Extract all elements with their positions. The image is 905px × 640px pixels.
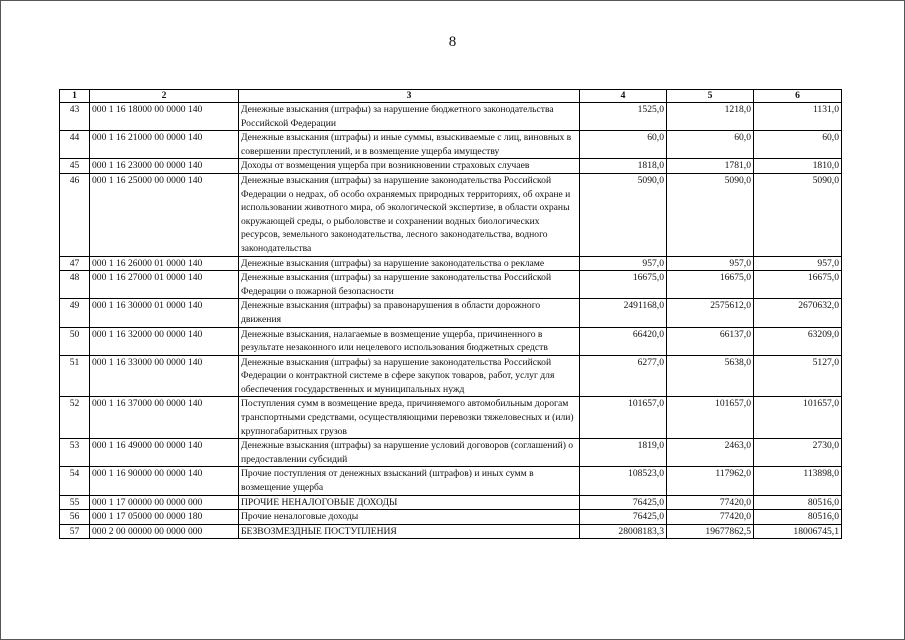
value-col-6-cell: 101657,0 xyxy=(754,397,842,439)
value-col-4-cell: 76425,0 xyxy=(580,510,667,525)
value-col-4-cell: 66420,0 xyxy=(580,327,667,355)
budget-code-cell: 000 1 17 00000 00 0000 000 xyxy=(90,495,239,510)
value-col-5-cell: 5090,0 xyxy=(667,173,754,256)
header-col-5: 5 xyxy=(667,90,754,103)
row-number-cell: 50 xyxy=(60,327,90,355)
budget-code-cell: 000 1 16 21000 00 0000 140 xyxy=(90,131,239,159)
value-col-6-cell: 18006745,1 xyxy=(754,524,842,539)
table-row xyxy=(60,159,842,174)
value-col-4-cell: 1525,0 xyxy=(580,103,667,131)
budget-code-cell: 000 1 16 90000 00 0000 140 xyxy=(90,467,239,495)
value-col-5-cell: 2463,0 xyxy=(667,439,754,467)
row-number-cell: 57 xyxy=(60,524,90,539)
header-col-3: 3 xyxy=(239,90,580,103)
value-col-6-cell: 1131,0 xyxy=(754,103,842,131)
value-col-4-cell: 28008183,3 xyxy=(580,524,667,539)
value-col-5-cell: 101657,0 xyxy=(667,397,754,439)
row-number-cell: 45 xyxy=(60,159,90,174)
revenue-name-cell: БЕЗВОЗМЕЗДНЫЕ ПОСТУПЛЕНИЯ xyxy=(239,524,580,539)
value-col-6-cell: 5127,0 xyxy=(754,355,842,397)
value-col-5-cell: 5638,0 xyxy=(667,355,754,397)
value-col-6-cell: 60,0 xyxy=(754,131,842,159)
value-col-6-cell: 63209,0 xyxy=(754,327,842,355)
value-col-5-cell: 1781,0 xyxy=(667,159,754,174)
revenue-name-cell: ПРОЧИЕ НЕНАЛОГОВЫЕ ДОХОДЫ xyxy=(239,495,580,510)
table-row xyxy=(60,173,842,256)
value-col-5-cell: 77420,0 xyxy=(667,495,754,510)
table-row xyxy=(60,510,842,525)
budget-code-cell: 000 1 17 05000 00 0000 180 xyxy=(90,510,239,525)
value-col-5-cell: 117962,0 xyxy=(667,467,754,495)
value-col-5-cell: 19677862,5 xyxy=(667,524,754,539)
value-col-6-cell: 80516,0 xyxy=(754,495,842,510)
revenue-name-cell: Денежные взыскания (штрафы) за правонарушения в области дорожного движения xyxy=(239,299,580,327)
value-col-6-cell: 16675,0 xyxy=(754,271,842,299)
revenue-name-cell: Денежные взыскания (штрафы) за нарушение законодательства Российской Федерации о недрах, об особо охраняемых природных территориях, об охране и использовании животного мира, об экологической экспертизе, в области охраны окружающей среды, о рыболовстве и сохранении водных биологических ресурсов, земельного законодательства, лесного законодательства, водного законодательства xyxy=(239,173,580,256)
budget-code-cell: 000 1 16 30000 01 0000 140 xyxy=(90,299,239,327)
value-col-4-cell: 108523,0 xyxy=(580,467,667,495)
value-col-4-cell: 101657,0 xyxy=(580,397,667,439)
value-col-4-cell: 5090,0 xyxy=(580,173,667,256)
budget-code-cell: 000 1 16 37000 00 0000 140 xyxy=(90,397,239,439)
revenue-name-cell: Денежные взыскания, налагаемые в возмещение ущерба, причиненного в результате незаконного или нецелевого использования бюджетных средств xyxy=(239,327,580,355)
budget-code-cell: 000 1 16 26000 01 0000 140 xyxy=(90,256,239,271)
value-col-5-cell: 1218,0 xyxy=(667,103,754,131)
value-col-4-cell: 76425,0 xyxy=(580,495,667,510)
page-number: 8 xyxy=(448,34,457,50)
header-col-1: 1 xyxy=(60,90,90,103)
row-number-cell: 44 xyxy=(60,131,90,159)
budget-code-cell: 000 1 16 18000 00 0000 140 xyxy=(90,103,239,131)
value-col-6-cell: 113898,0 xyxy=(754,467,842,495)
row-number-cell: 51 xyxy=(60,355,90,397)
table-row xyxy=(60,524,842,539)
value-col-6-cell: 5090,0 xyxy=(754,173,842,256)
table-row xyxy=(60,103,842,131)
revenue-name-cell: Денежные взыскания (штрафы) за нарушение законодательства о рекламе xyxy=(239,256,580,271)
budget-code-cell: 000 1 16 49000 00 0000 140 xyxy=(90,439,239,467)
revenue-name-cell: Прочие поступления от денежных взысканий (штрафов) и иных сумм в возмещение ущерба xyxy=(239,467,580,495)
revenue-name-cell: Доходы от возмещения ущерба при возникновении страховых случаев xyxy=(239,159,580,174)
value-col-4-cell: 2491168,0 xyxy=(580,299,667,327)
value-col-4-cell: 1818,0 xyxy=(580,159,667,174)
value-col-6-cell: 2670632,0 xyxy=(754,299,842,327)
value-col-5-cell: 77420,0 xyxy=(667,510,754,525)
budget-code-cell: 000 1 16 33000 00 0000 140 xyxy=(90,355,239,397)
row-number-cell: 48 xyxy=(60,271,90,299)
value-col-4-cell: 6277,0 xyxy=(580,355,667,397)
value-col-4-cell: 60,0 xyxy=(580,131,667,159)
value-col-5-cell: 957,0 xyxy=(667,256,754,271)
budget-code-cell: 000 1 16 32000 00 0000 140 xyxy=(90,327,239,355)
row-number-cell: 52 xyxy=(60,397,90,439)
revenue-name-cell: Денежные взыскания (штрафы) за нарушение бюджетного законодательства Российской Федерации xyxy=(239,103,580,131)
table-row xyxy=(60,397,842,439)
value-col-5-cell: 16675,0 xyxy=(667,271,754,299)
header-col-4: 4 xyxy=(580,90,667,103)
revenue-table xyxy=(59,89,842,539)
revenue-name-cell: Поступления сумм в возмещение вреда, причиняемого автомобильным дорогам транспортными средствами, осуществляющими перевозки тяжеловесных и (или) крупногабаритных грузов xyxy=(239,397,580,439)
table-row xyxy=(60,355,842,397)
value-col-6-cell: 80516,0 xyxy=(754,510,842,525)
table-row xyxy=(60,467,842,495)
revenue-name-cell: Денежные взыскания (штрафы) за нарушение законодательства Российской Федерации о пожарной безопасности xyxy=(239,271,580,299)
value-col-4-cell: 1819,0 xyxy=(580,439,667,467)
revenue-name-cell: Денежные взыскания (штрафы) и иные суммы, взыскиваемые с лиц, виновных в совершении преступлений, и в возмещение ущерба имуществу xyxy=(239,131,580,159)
row-number-cell: 49 xyxy=(60,299,90,327)
row-number-cell: 47 xyxy=(60,256,90,271)
table-row xyxy=(60,131,842,159)
value-col-6-cell: 2730,0 xyxy=(754,439,842,467)
table-header-row xyxy=(60,90,842,103)
row-number-cell: 53 xyxy=(60,439,90,467)
row-number-cell: 43 xyxy=(60,103,90,131)
table-row xyxy=(60,327,842,355)
table-row xyxy=(60,439,842,467)
budget-code-cell: 000 1 16 23000 00 0000 140 xyxy=(90,159,239,174)
budget-code-cell: 000 1 16 25000 00 0000 140 xyxy=(90,173,239,256)
budget-code-cell: 000 1 16 27000 01 0000 140 xyxy=(90,271,239,299)
value-col-5-cell: 60,0 xyxy=(667,131,754,159)
value-col-5-cell: 66137,0 xyxy=(667,327,754,355)
row-number-cell: 55 xyxy=(60,495,90,510)
value-col-5-cell: 2575612,0 xyxy=(667,299,754,327)
table-row xyxy=(60,256,842,271)
header-col-2: 2 xyxy=(90,90,239,103)
row-number-cell: 46 xyxy=(60,173,90,256)
value-col-6-cell: 1810,0 xyxy=(754,159,842,174)
row-number-cell: 54 xyxy=(60,467,90,495)
row-number-cell: 56 xyxy=(60,510,90,525)
table-row xyxy=(60,299,842,327)
revenue-name-cell: Прочие неналоговые доходы xyxy=(239,510,580,525)
table-row xyxy=(60,271,842,299)
header-col-6: 6 xyxy=(754,90,842,103)
value-col-4-cell: 16675,0 xyxy=(580,271,667,299)
value-col-4-cell: 957,0 xyxy=(580,256,667,271)
table-row xyxy=(60,495,842,510)
revenue-name-cell: Денежные взыскания (штрафы) за нарушение условий договоров (соглашений) о предоставлении субсидий xyxy=(239,439,580,467)
budget-code-cell: 000 2 00 00000 00 0000 000 xyxy=(90,524,239,539)
value-col-6-cell: 957,0 xyxy=(754,256,842,271)
revenue-name-cell: Денежные взыскания (штрафы) за нарушение законодательства Российской Федерации о контрактной системе в сфере закупок товаров, работ, услуг для обеспечения государственных и муниципальных нужд xyxy=(239,355,580,397)
